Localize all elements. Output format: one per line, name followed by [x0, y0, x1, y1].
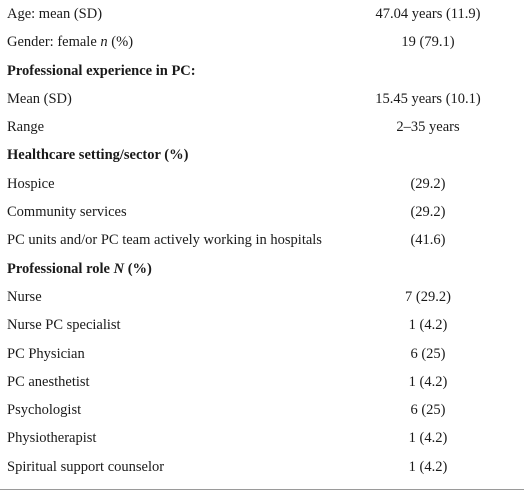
row-value: 19 (79.1) [401, 34, 455, 51]
row-value: (29.2) [410, 175, 446, 192]
row-label-text: Range [7, 119, 45, 136]
row-label-italic: n [100, 34, 108, 51]
row-value: (41.6) [410, 232, 446, 249]
row-label [7, 85, 72, 113]
table-row [0, 340, 524, 368]
row-label-text: Psychologist [7, 402, 82, 419]
table-row [0, 424, 524, 452]
row-value: 7 (29.2) [405, 288, 451, 305]
row-label [7, 396, 81, 424]
table-row [0, 226, 524, 254]
row-label-text: Physiotherapist [7, 430, 97, 447]
section-header-row [0, 141, 524, 169]
row-label-italic: N [113, 260, 125, 277]
row-label-text: Healthcare setting/sector (%) [7, 147, 189, 164]
row-label [7, 113, 44, 141]
section-header-label [7, 141, 188, 169]
row-label-suffix: (%) [107, 34, 134, 51]
row-label-text: Mean (SD) [7, 90, 72, 107]
row-label [7, 198, 127, 226]
row-label-suffix: (%) [124, 260, 152, 277]
row-label-text: PC Physician [7, 345, 85, 362]
row-value: 15.45 years (10.1) [375, 90, 481, 107]
section-header-row [0, 57, 524, 85]
row-value: (29.2) [410, 204, 446, 221]
section-header-label [7, 255, 152, 283]
table-row [0, 0, 524, 28]
table-row [0, 198, 524, 226]
row-value: 6 (25) [410, 345, 446, 362]
row-label-text: PC units and/or PC team actively working in hospitals [7, 232, 322, 249]
row-label [7, 283, 42, 311]
section-header-label [7, 57, 196, 85]
table-row [0, 113, 524, 141]
table-row [0, 170, 524, 198]
row-label [7, 226, 322, 254]
table-row [0, 453, 524, 481]
row-value: 1 (4.2) [408, 458, 448, 475]
row-label-text: Spiritual support counselor [7, 458, 165, 475]
row-label-text: Hospice [7, 175, 55, 192]
table-row [0, 283, 524, 311]
row-value: 47.04 years (11.9) [375, 6, 481, 22]
row-label [7, 0, 102, 28]
row-label-text: Nurse [7, 288, 42, 305]
row-label [7, 424, 96, 452]
row-label-text: Professional role [7, 260, 114, 277]
row-label-text: Professional experience in PC: [7, 62, 196, 79]
row-label-text: Nurse PC specialist [7, 317, 121, 334]
row-label-text: Age: mean (SD) [7, 6, 103, 22]
row-value: 6 (25) [410, 402, 446, 419]
row-label-text: Gender: female [7, 34, 101, 51]
row-label [7, 340, 85, 368]
row-label [7, 28, 133, 56]
row-label-text: PC anesthetist [7, 373, 90, 390]
row-value: 2–35 years [396, 119, 460, 136]
row-label [7, 170, 55, 198]
row-label [7, 368, 90, 396]
section-header-row [0, 255, 524, 283]
bottom-rule [0, 489, 524, 490]
table-row [0, 85, 524, 113]
row-value: 1 (4.2) [408, 317, 448, 334]
table-row [0, 396, 524, 424]
table-row [0, 28, 524, 56]
row-value: 1 (4.2) [408, 430, 448, 447]
row-label [7, 453, 164, 481]
table-row [0, 368, 524, 396]
row-value: 1 (4.2) [408, 373, 448, 390]
row-label-text: Community services [7, 204, 127, 221]
table-row [0, 311, 524, 339]
row-label [7, 311, 121, 339]
